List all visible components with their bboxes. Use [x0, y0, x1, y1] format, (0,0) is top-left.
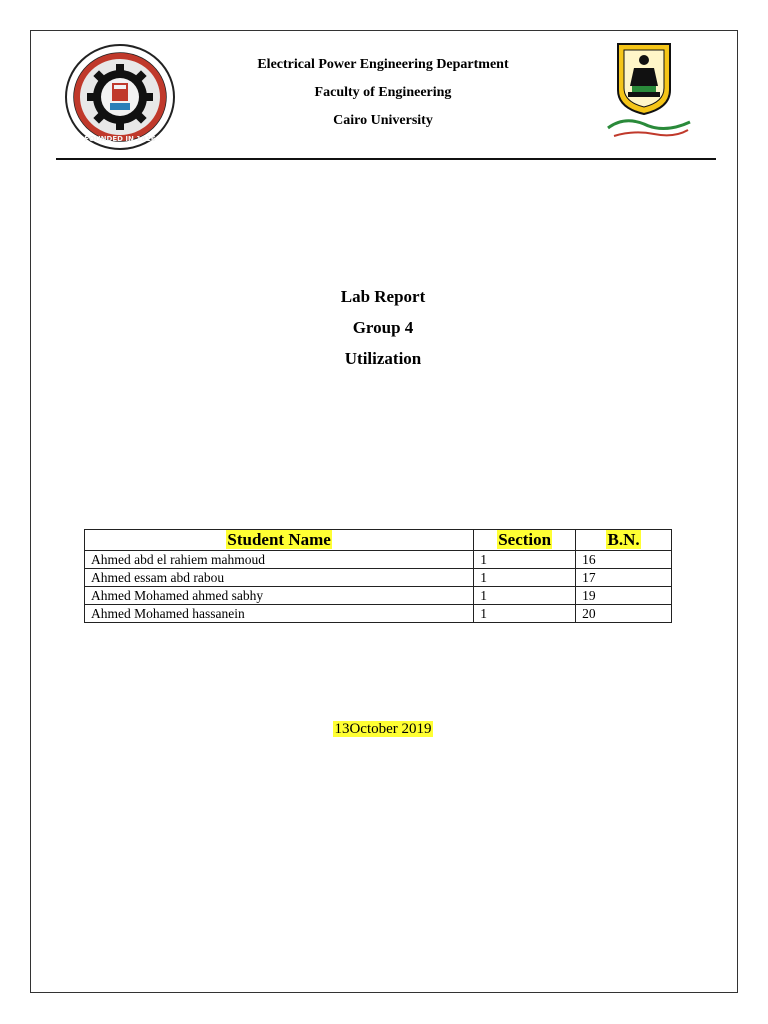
bn-cell: 16	[576, 551, 672, 569]
section-cell: 1	[474, 587, 576, 605]
student-table	[84, 529, 672, 623]
section-cell: 1	[474, 605, 576, 623]
seal-inscription: FOUNDED IN 1816	[84, 135, 156, 143]
faculty-heading: Faculty of Engineering	[314, 85, 452, 100]
student-name-cell: Ahmed Mohamed ahmed sabhy	[85, 587, 474, 605]
bn-cell: 20	[576, 605, 672, 623]
table-row	[85, 551, 672, 569]
subject-label: Utilization	[344, 349, 422, 368]
page-border	[30, 30, 738, 993]
faculty-of-engineering-seal-icon	[64, 43, 176, 151]
bn-cell: 17	[576, 569, 672, 587]
cairo-university-emblem-icon	[604, 42, 696, 142]
department-heading: Electrical Power Engineering Department	[257, 57, 509, 72]
table-row	[85, 569, 672, 587]
table-row	[85, 605, 672, 623]
header-divider	[56, 158, 716, 160]
report-date: 13October 2019	[334, 721, 432, 737]
bn-cell: 19	[576, 587, 672, 605]
column-header-student-name: Student Name	[85, 530, 474, 551]
column-header-section: Section	[474, 530, 576, 551]
section-cell: 1	[474, 569, 576, 587]
section-cell: 1	[474, 551, 576, 569]
university-heading: Cairo University	[333, 113, 433, 128]
column-header-bn: B.N.	[576, 530, 672, 551]
table-header-row	[85, 530, 672, 551]
report-title: Lab Report	[340, 287, 426, 306]
student-name-cell: Ahmed Mohamed hassanein	[85, 605, 474, 623]
student-name-cell: Ahmed abd el rahiem mahmoud	[85, 551, 474, 569]
student-name-cell: Ahmed essam abd rabou	[85, 569, 474, 587]
group-label: Group 4	[352, 318, 414, 337]
table-row	[85, 587, 672, 605]
